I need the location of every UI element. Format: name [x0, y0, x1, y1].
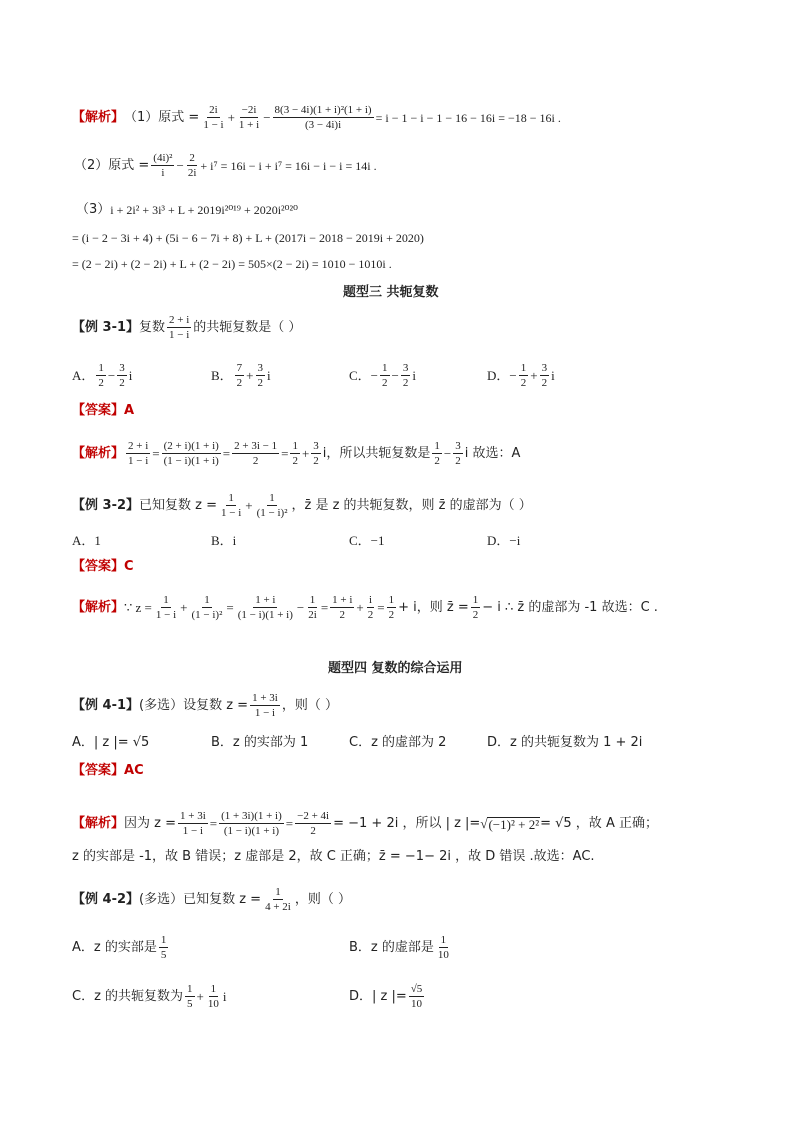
imag-unit: i: [267, 368, 271, 384]
option-text: D．| z |=: [349, 989, 407, 1005]
section-title-3: 题型三 共轭复数: [343, 285, 439, 300]
label-jiexi: 【解析】: [72, 816, 125, 832]
fraction-num: 1: [209, 983, 219, 997]
fraction-den: 2i: [308, 609, 317, 622]
fraction-den: 2: [541, 377, 548, 390]
fraction-den: 10: [411, 998, 423, 1011]
operator: −: [391, 368, 399, 384]
solution-text: + i，则 z̄ =: [398, 600, 469, 616]
fraction-den: 10: [207, 998, 219, 1011]
label-daan: 【答案】: [72, 763, 125, 778]
example-tag: 【例 3-1】: [72, 320, 140, 336]
fraction-num: 1 + i: [253, 594, 277, 608]
fraction-den: 2: [520, 377, 527, 390]
fraction-num: 1: [387, 594, 397, 608]
fraction-num: 1: [439, 934, 449, 948]
fraction-num: 1: [519, 362, 529, 376]
solution-text: i，所以共轭复数是: [322, 446, 431, 462]
fraction-num: 2 + 3i − 1: [232, 440, 279, 454]
fraction-num: −2 + 4i: [295, 810, 331, 824]
option-d: [487, 362, 555, 389]
fraction-den: 1 + i: [238, 119, 260, 132]
answer-value: A: [124, 403, 135, 418]
stem-text: 的共轭复数是（ ）: [193, 320, 302, 336]
solution-4-1: 【解析】 因为 z = $\frac{1 + 3i}{1 - i}$ = $\frac{(1 + 3i)(1 + i)}{(1 - i)(1 + i)}$ = $\frac{-2 + 4i}{2}$ = −1 + 2i ，所以 | z |= √ (−1)² + 2² = √5 ，故 A 正确；: [72, 810, 658, 838]
fraction-den: 2: [434, 455, 440, 468]
fraction-num: 3: [401, 362, 411, 376]
option-c: [72, 983, 227, 1010]
prev-solution-line1: 【解析】 （1）原式 = $\frac{2i}{1 - i}$ + $\frac{-2i}{1 + i}$ − $\frac{\text{8(3 − 4i)(1 + i)²(1 + i)}}{(3 - 4i)i}$ = i − 1 − i − 1 − 16 − 16i = −18 − 16i .: [72, 104, 561, 132]
sqrt-radicand: (−1)² + 2²: [488, 816, 540, 832]
example-3-2-stem: 【例 3-2】 已知复数 z = $\frac{1}{1 - i}$ + $\frac{1}{\text{(1 − i)²}}$ ，z̄ 是 z 的共轭复数，则 z̄ 的虚部为（ ）: [72, 492, 532, 520]
fraction-num: 2 + i: [126, 440, 150, 454]
fraction-num: 1: [380, 362, 390, 376]
fraction-num: 8(3 − 4i)(1 + i)²(1 + i): [273, 104, 374, 118]
label-jiexi: 【解析】: [72, 110, 125, 126]
stem-text: ，则（ ）: [281, 698, 338, 714]
option-c: C．−1: [349, 533, 385, 548]
fraction-num: 1: [159, 934, 169, 948]
option-a: [72, 934, 170, 961]
operator: +: [246, 368, 254, 384]
fraction-num: 1: [96, 362, 106, 376]
fraction-den: 5: [187, 998, 193, 1011]
option-label: A．: [72, 368, 95, 384]
solution-text: 因为 z =: [124, 816, 176, 832]
fraction-den: (1 − i)²: [256, 507, 288, 520]
expression: i + 2i² + 3i³ + L + 2019i²⁰¹⁹ + 2020i²⁰²⁰: [110, 202, 298, 217]
option-label: D．: [487, 368, 510, 384]
operator: −: [107, 368, 116, 384]
prev-solution-line2: （2）原式 = $\frac{\text{(4i)²}}{i}$ − $\frac{2}{2i}$ + i⁷ = 16i − i + i⁷ = 16i − i − i = 14i .: [74, 152, 377, 180]
solution-text: ∵ z =: [124, 600, 152, 616]
fraction-num: i: [367, 594, 374, 608]
fraction-num: 1: [290, 440, 300, 454]
fraction-den: 2: [313, 455, 319, 468]
example-3-1-stem: [72, 314, 301, 341]
option-label: B．: [211, 368, 233, 384]
fraction-num: 1 + 3i: [250, 692, 280, 706]
option-d: D．z 的共轭复数为 1 + 2i: [487, 735, 643, 750]
prev-solution-line3: [76, 203, 298, 216]
solution-3-1: 【解析】 $\frac{2 + i}{1 - i}$ = $\frac{(2 + i)(1 + i)}{(1 - i)(1 + i)}$ = $\frac{2 + 3i - 1}{2}$ = $\frac{1}{2}$ + $\frac{3}{2}$ i，所以共轭复数是 $\frac{1}{2}$ − $\frac{3}{2}$ i 故选：A: [72, 440, 521, 468]
fraction-num: 2i: [207, 104, 220, 118]
part-label: （3）: [76, 202, 111, 217]
solution-text: i 故选：A: [464, 446, 521, 462]
imag-unit: i: [551, 368, 555, 384]
fraction-den: 10: [437, 949, 449, 962]
option-a: A．1: [72, 533, 101, 548]
option-a: [72, 362, 132, 389]
option-b: [349, 934, 453, 961]
fraction-num: 1: [471, 594, 481, 608]
part-label: （2）原式 =: [74, 158, 150, 174]
fraction-den: 2: [402, 377, 409, 390]
stem-text: ，则（ ）: [294, 892, 351, 908]
stem-text: ，z̄ 是 z 的共轭复数，则 z̄ 的虚部为（ ）: [291, 498, 532, 514]
imag-unit: i: [128, 368, 133, 384]
fraction-num: 7: [235, 362, 245, 376]
fraction-num: 3: [256, 362, 266, 376]
stem-text: (多选）设复数 z =: [139, 698, 249, 714]
fraction-num: −2i: [240, 104, 259, 118]
stem-text: (多选）已知复数 z =: [139, 892, 262, 908]
imag-unit: i: [222, 989, 227, 1005]
answer-3-1: [72, 404, 134, 417]
example-tag: 【例 4-2】: [72, 892, 140, 908]
fraction-den: 2: [367, 609, 374, 622]
fraction-num: (1 + 3i)(1 + i): [219, 810, 284, 824]
part-label: （1）原式 =: [124, 110, 200, 126]
fraction-den: 2: [236, 377, 243, 390]
fraction-den: 2: [339, 609, 346, 622]
fraction-num: 1: [308, 594, 318, 608]
option-b: B．i: [211, 533, 237, 548]
answer-3-2: [72, 560, 134, 573]
fraction-num: 1 + 3i: [178, 810, 208, 824]
option-text: B．z 的虚部是: [349, 940, 434, 956]
section-title-4: 题型四 复数的综合运用: [328, 661, 463, 676]
fraction-den: 2i: [187, 167, 197, 180]
operator: −: [370, 368, 379, 384]
fraction-num: 3: [540, 362, 550, 376]
fraction-num: 3: [117, 362, 127, 376]
fraction-num: 1: [202, 594, 212, 608]
fraction-den: (3 − 4i)i: [304, 119, 342, 132]
solution-text: = √5 ，故 A 正确；: [540, 816, 658, 832]
fraction-num: 1: [185, 983, 195, 997]
fraction-num: 1: [226, 492, 236, 506]
option-c: C．z 的虚部为 2: [349, 735, 447, 750]
prev-solution-line5: = (2 − 2i) + (2 − 2i) + L + (2 − 2i) = 505×(2 − 2i) = 1010 − 1010i .: [72, 257, 392, 271]
example-4-1-stem: [72, 692, 338, 719]
fraction-den: 1 − i: [221, 507, 242, 520]
expression: + i⁷ = 16i − i + i⁷ = 16i − i − i = 14i .: [200, 158, 377, 173]
option-d: [349, 983, 426, 1010]
fraction-den: 2: [119, 377, 125, 390]
option-label: C．: [349, 368, 371, 384]
fraction-den: (1 − i)(1 + i): [223, 825, 280, 838]
option-text: C．z 的共轭复数为: [72, 989, 184, 1005]
fraction-num: 2 + i: [167, 314, 191, 328]
fraction-den: 4 + 2i: [265, 901, 291, 914]
label-daan: 【答案】: [72, 559, 125, 574]
answer-value: AC: [124, 763, 144, 778]
fraction-den: 1 − i: [254, 707, 276, 720]
label-jiexi: 【解析】: [72, 600, 125, 616]
solution-text: − i ∴ z̄ 的虚部为 -1 故选：C .: [482, 600, 658, 616]
fraction-den: 1 − i: [128, 455, 149, 468]
operator: +: [530, 368, 538, 384]
fraction-num: (4i)²: [151, 152, 174, 166]
expression: = i − 1 − i − 1 − 16 − 16i = −18 − 16i .: [375, 110, 561, 125]
option-a: A．| z |= √5: [72, 735, 150, 750]
fraction-num: (2 + i)(1 + i): [162, 440, 221, 454]
fraction-den: i: [161, 167, 165, 180]
fraction-num: 3: [311, 440, 321, 454]
option-text: A．z 的实部是: [72, 940, 157, 956]
fraction-den: 1 − i: [169, 329, 190, 342]
fraction-den: 2: [292, 455, 298, 468]
answer-4-1: [72, 764, 144, 777]
solution-text: = −1 + 2i ，所以 | z |=: [333, 816, 481, 832]
solution-3-2: 【解析】 ∵ z = $\frac{1}{1 - i}$ + $\frac{1}{\text{(1 − i)²}}$ = $\frac{1 + i}{(1 - i)(1 + i)}$ − $\frac{1}{2i}$ = $\frac{1 + i}{2}$ + $\frac{i}{2}$ = $\frac{1}{2}$ + i，则 z̄ = $\frac{1}{2}$ − i ∴ z̄ 的虚部为 -1 故选：C .: [72, 594, 658, 622]
fraction-num: 1: [267, 492, 277, 506]
fraction-num: 1: [273, 886, 283, 900]
fraction-den: 2: [98, 377, 104, 390]
fraction-den: 2: [382, 377, 388, 390]
imag-unit: i: [412, 368, 416, 384]
fraction-num: 1: [161, 594, 171, 608]
option-b: B．z 的实部为 1: [211, 735, 309, 750]
example-tag: 【例 4-1】: [72, 698, 140, 714]
fraction-den: 2: [310, 825, 316, 838]
fraction-den: 2: [455, 455, 461, 468]
label-daan: 【答案】: [72, 403, 125, 418]
fraction-den: 2: [252, 455, 259, 468]
fraction-den: 2: [388, 609, 395, 622]
operator: +: [196, 989, 204, 1005]
fraction-num: 1 + i: [330, 594, 354, 608]
fraction-den: 5: [160, 949, 167, 962]
prev-solution-line4: = (i − 2 − 3i + 4) + (5i − 6 − 7i + 8) + L + (2017i − 2018 − 2019i + 2020): [72, 231, 424, 245]
example-4-2-stem: [72, 886, 351, 913]
option-b: [211, 362, 271, 389]
option-c: [349, 362, 416, 389]
fraction-den: 2: [257, 377, 264, 390]
fraction-den: (1 − i)(1 + i): [163, 455, 219, 468]
fraction-num: 1: [432, 440, 442, 454]
answer-value: C: [124, 559, 134, 574]
operator: −: [509, 368, 517, 384]
fraction-num: 2: [187, 152, 197, 166]
fraction-den: 1 − i: [155, 609, 177, 622]
fraction-den: (1 − i)(1 + i): [237, 609, 293, 622]
stem-text: 复数: [139, 320, 166, 336]
fraction-num: 3: [453, 440, 463, 454]
stem-text: 已知复数 z =: [139, 498, 217, 514]
solution-4-1-line2: z 的实部是 -1，故 B 错误；z 虚部是 2，故 C 正确；z̄ = −1− 2i ，故 D 错误 .故选：AC.: [72, 849, 595, 864]
fraction-num: √5: [409, 983, 425, 997]
fraction-den: 1 − i: [203, 119, 224, 132]
example-tag: 【例 3-2】: [72, 498, 140, 514]
option-d: D．−i: [487, 533, 521, 548]
fraction-den: 1 − i: [182, 825, 204, 838]
label-jiexi: 【解析】: [72, 446, 125, 462]
fraction-den: 2: [472, 609, 479, 622]
fraction-den: (1 − i)²: [191, 609, 223, 622]
